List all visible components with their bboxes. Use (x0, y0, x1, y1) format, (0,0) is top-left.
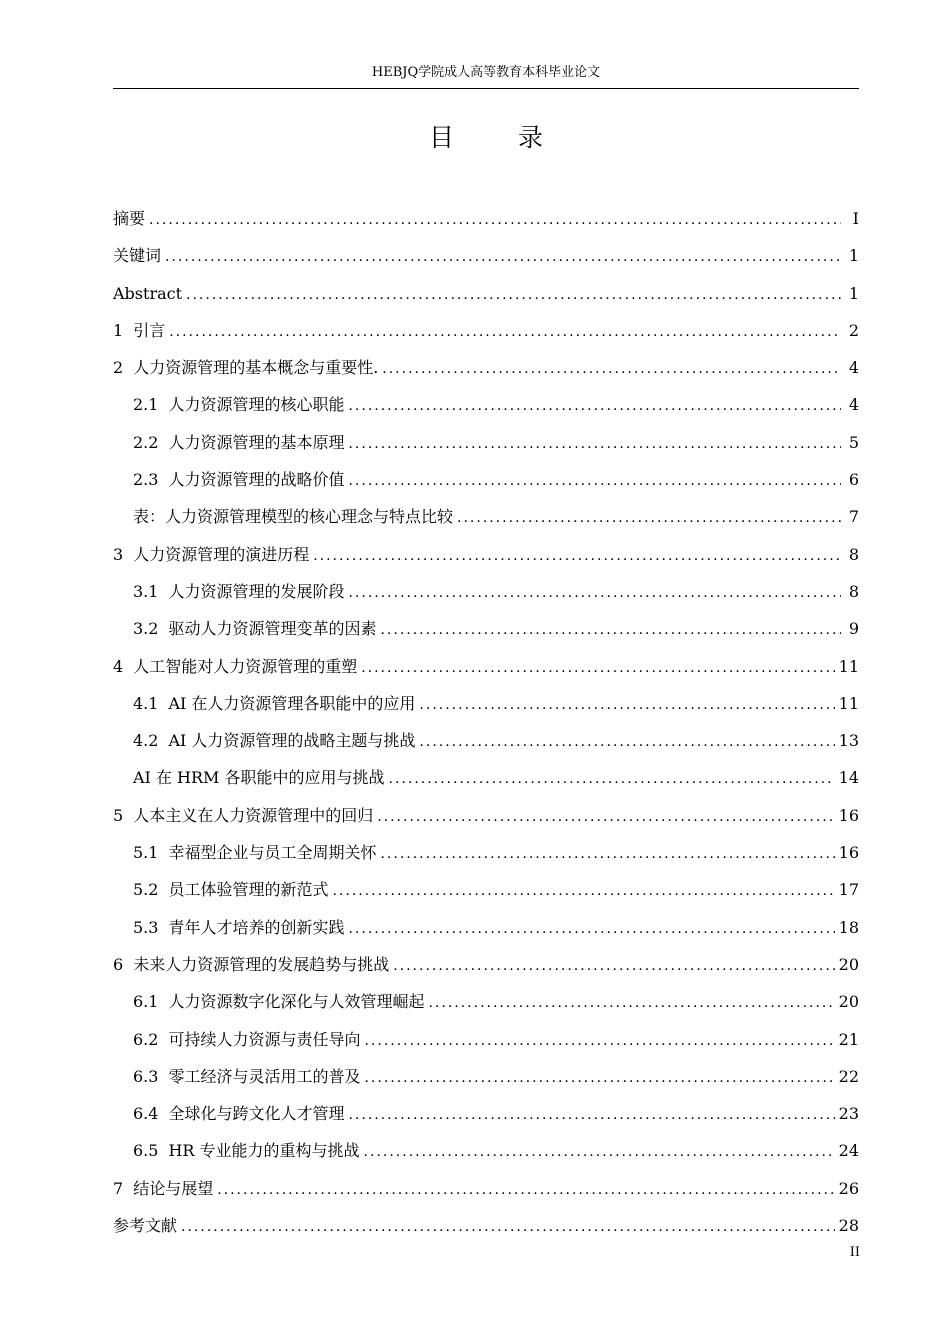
dot-leader (393, 948, 834, 983)
toc-entry-title: 可持续人力资源与责任导向 (168, 1029, 361, 1049)
toc-entry-number: 2.3 (133, 470, 159, 490)
dot-leader (313, 538, 841, 573)
toc-entry-page: 20 (838, 954, 859, 974)
toc-entry-title: 人力资源管理的基本概念与重要性. (133, 358, 379, 378)
dot-leader (457, 500, 841, 535)
toc-entry-number: 7 (113, 1178, 124, 1198)
toc-entry[interactable] (113, 1170, 859, 1207)
toc-entry-number: 6 (113, 954, 124, 974)
toc-entry[interactable] (113, 237, 859, 274)
toc-entry-number: 6.5 (133, 1141, 159, 1161)
toc-entry-page: 16 (838, 843, 859, 863)
toc-entry-title: 人力资源管理的战略价值 (168, 470, 345, 490)
dot-leader (348, 463, 841, 498)
toc-entry-page: 11 (838, 656, 859, 676)
toc-entry[interactable] (113, 983, 859, 1020)
dot-leader (332, 873, 834, 908)
toc-entry-number: 4.1 (133, 693, 159, 713)
toc-entry[interactable] (113, 834, 859, 871)
toc-entry[interactable] (113, 573, 859, 610)
toc-entry[interactable] (113, 797, 859, 834)
dot-leader (382, 351, 841, 386)
toc-entry-title: 参考文献 (113, 1216, 178, 1236)
toc-entry-page: 9 (848, 619, 859, 639)
toc-entry-title: 驱动人力资源管理变革的因素 (168, 619, 377, 639)
toc-entry[interactable] (113, 200, 859, 237)
toc-entry[interactable] (113, 312, 859, 349)
toc-entry-number: 1 (113, 320, 124, 340)
dot-leader (348, 911, 834, 946)
toc-entry-title: HR 专业能力的重构与挑战 (168, 1141, 360, 1161)
toc-entry-page: 11 (838, 693, 859, 713)
dot-leader (348, 388, 841, 423)
toc-entry-title: 幸福型企业与员工全周期关怀 (168, 843, 377, 863)
toc-entry[interactable] (113, 722, 859, 759)
toc-entry[interactable] (113, 1132, 859, 1169)
dot-leader (380, 612, 841, 647)
toc-entry[interactable] (113, 759, 859, 796)
toc-entry-page: 1 (848, 246, 859, 266)
dot-leader (389, 761, 835, 796)
toc-entry-title: 人力资源管理的核心职能 (168, 395, 345, 415)
toc-entry-title: AI 在 HRM 各职能中的应用与挑战 (133, 768, 385, 788)
toc-entry-page: I (852, 209, 859, 228)
dot-leader (377, 799, 834, 834)
toc-entry-title: 结论与展望 (133, 1178, 214, 1198)
toc-entry-number: 2.2 (133, 432, 159, 452)
toc-entry-page: 21 (838, 1029, 859, 1049)
dot-leader (165, 239, 841, 274)
dot-leader (348, 426, 841, 461)
toc-entry-number: 6.4 (133, 1104, 159, 1124)
toc-entry-number: 3.2 (133, 619, 159, 639)
dot-leader (364, 1134, 835, 1169)
toc-entry-page: 26 (838, 1178, 859, 1198)
header-rule (113, 88, 859, 89)
dot-leader (419, 687, 834, 722)
toc-entry-title: AI 在人力资源管理各职能中的应用 (168, 693, 416, 713)
toc-entry-title: 表：人力资源管理模型的核心理念与特点比较 (133, 507, 454, 527)
toc-entry-title: 零工经济与灵活用工的普及 (168, 1066, 361, 1086)
toc-entry-page: 1 (848, 283, 859, 303)
toc-entry[interactable] (113, 1207, 859, 1244)
toc-entry[interactable] (113, 1058, 859, 1095)
toc-entry[interactable] (113, 275, 859, 312)
toc-entry[interactable] (113, 610, 859, 647)
toc-entry[interactable] (113, 386, 859, 423)
toc-entry-page: 18 (838, 917, 859, 937)
running-header: HEBJQ学院成人高等教育本科毕业论文 (371, 65, 601, 80)
toc-entry-page: 8 (848, 544, 859, 564)
toc-entry-page: 7 (848, 507, 859, 527)
toc-entry[interactable] (113, 685, 859, 722)
toc-entry-number: 3.1 (133, 581, 159, 601)
toc-entry-page: 20 (838, 992, 859, 1012)
toc-entry-page: 5 (848, 432, 859, 452)
toc-entry[interactable] (113, 424, 859, 461)
toc-entry-page: 22 (838, 1066, 859, 1086)
page-number: II (849, 1245, 860, 1260)
dot-leader (364, 1060, 834, 1095)
toc-entry-title: AI 人力资源管理的战略主题与挑战 (168, 731, 416, 751)
toc-entry-page: 6 (848, 470, 859, 490)
toc-entry-number: 2.1 (133, 395, 159, 415)
toc-entry-page: 2 (848, 320, 859, 340)
toc-entry-title: 人工智能对人力资源管理的重塑 (133, 656, 358, 676)
table-of-contents (113, 200, 859, 1244)
toc-entry-title: 关键词 (113, 246, 162, 266)
toc-entry[interactable] (113, 871, 859, 908)
toc-entry-number: 3 (113, 544, 124, 564)
toc-entry-page: 17 (838, 880, 859, 900)
toc-entry-title: 人力资源数字化深化与人效管理崛起 (168, 992, 425, 1012)
toc-entry-number: 4.2 (133, 731, 159, 751)
toc-entry-number: 5 (113, 805, 124, 825)
toc-entry-number: 5.1 (133, 843, 159, 863)
toc-entry-number: 2 (113, 358, 124, 378)
toc-entry-title: 摘要 (113, 209, 146, 228)
toc-entry-page: 14 (838, 768, 859, 788)
toc-entry-number: 4 (113, 656, 124, 676)
dot-leader (149, 202, 841, 237)
toc-entry-number: 6.1 (133, 992, 159, 1012)
page-title: 目 录 (429, 123, 571, 152)
toc-entry-title: 青年人才培养的创新实践 (168, 917, 345, 937)
toc-entry-page: 16 (838, 805, 859, 825)
toc-entry[interactable] (113, 536, 859, 573)
toc-entry-page: 13 (838, 731, 859, 751)
toc-entry[interactable] (113, 909, 859, 946)
dot-leader (364, 1023, 834, 1058)
dot-leader (419, 724, 834, 759)
dot-leader (380, 836, 834, 871)
dot-leader (186, 277, 841, 312)
toc-entry-title: 未来人力资源管理的发展趋势与挑战 (133, 954, 390, 974)
toc-entry-title: 人力资源管理的基本原理 (168, 432, 345, 452)
toc-entry[interactable] (113, 349, 859, 386)
toc-entry[interactable] (113, 1021, 859, 1058)
toc-entry-title: 人力资源管理的发展阶段 (168, 581, 345, 601)
toc-entry-page: 4 (848, 358, 859, 378)
dot-leader (181, 1209, 835, 1244)
toc-entry-number: 5.3 (133, 917, 159, 937)
toc-entry-title: 全球化与跨文化人才管理 (168, 1104, 345, 1124)
toc-entry-page: 8 (848, 581, 859, 601)
dot-leader (361, 650, 834, 685)
toc-entry-number: 5.2 (133, 880, 159, 900)
dot-leader (169, 314, 841, 349)
toc-entry[interactable] (113, 461, 859, 498)
dot-leader (428, 985, 834, 1020)
dot-leader (348, 1097, 834, 1132)
toc-entry-title: 人力资源管理的演进历程 (133, 544, 310, 564)
toc-entry-page: 23 (838, 1104, 859, 1124)
toc-entry-page: 24 (838, 1141, 859, 1161)
dot-leader (348, 575, 841, 610)
toc-entry-title: 人本主义在人力资源管理中的回归 (133, 805, 374, 825)
toc-entry[interactable] (113, 498, 859, 535)
toc-entry-title: 引言 (133, 320, 166, 340)
dot-leader (217, 1172, 834, 1207)
toc-entry-page: 28 (838, 1216, 859, 1236)
toc-entry-number: 6.2 (133, 1029, 159, 1049)
toc-entry-page: 4 (848, 395, 859, 415)
toc-entry-title: Abstract (113, 283, 183, 303)
toc-entry[interactable] (113, 946, 859, 983)
toc-entry[interactable] (113, 648, 859, 685)
toc-entry-title: 员工体验管理的新范式 (168, 880, 329, 900)
toc-entry[interactable] (113, 1095, 859, 1132)
toc-entry-number: 6.3 (133, 1066, 159, 1086)
